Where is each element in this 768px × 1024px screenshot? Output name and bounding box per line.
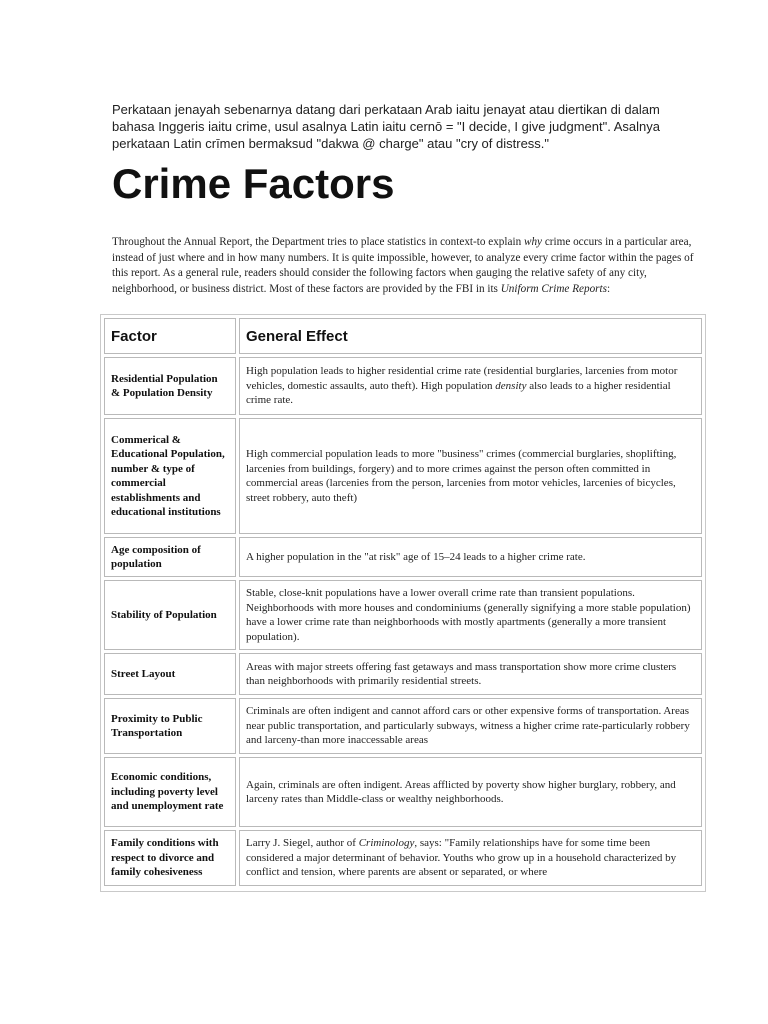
effect-cell — [239, 580, 702, 650]
header-factor: Factor — [104, 318, 236, 354]
factor-cell: Age composition of population — [104, 537, 236, 577]
effect-text: Larry J. Siegel, author of — [246, 837, 359, 850]
table-row — [104, 653, 702, 695]
intro-paragraph: Perkataan jenayah sebenarnya datang dari perkataan Arab iaitu jenayat atau diertikan di dalam bahasa Inggeris iaitu crime, usul asalnya Latin iaitu cernō = "I decide, I give judgment". Asalnya perkataan Latin crīmen bermaksud "dakwa @ charge" atau "cry of distress." — [112, 102, 660, 151]
table-row — [104, 580, 702, 650]
lead-emphasis-ucr: Uniform Crime Reports — [500, 282, 607, 295]
crime-factors-table — [101, 315, 705, 889]
header-general-effect: General Effect — [239, 318, 702, 354]
effect-text: also leads to a higher residential crime rate. — [246, 379, 671, 407]
lead-text-2: crime occurs in a particular area, instead of just where and in how many numbers. It is quite impossible, however, to analyze every crime factor within the pages of this report. As a general rule, readers should consider the following factors when gauging the relative safety of any city, neighborhood, or business district. Most of these factors are provided by the FBI in its — [112, 236, 694, 295]
effect-text: Areas with major streets offering fast getaways and mass transportation show more crime clusters than neighborhoods with primarily residential streets. — [246, 660, 677, 687]
effect-text: High commercial population leads to more "business" crimes (commercial burglaries, shoplifting, larcenies from buildings, forgery) and to more crimes against the person often committed in commercial areas (larcenies from the person, larcenies from motor vehicles, larcenies of bicycles, street robbery, auto theft) — [246, 448, 677, 504]
lead-emphasis-why: why — [523, 236, 543, 249]
effect-emphasis: density — [495, 379, 527, 392]
factor-cell: Family conditions with respect to divorce and family cohesiveness — [104, 830, 236, 886]
effect-cell — [239, 830, 702, 886]
factor-cell: Proximity to Public Transportation — [104, 698, 236, 754]
table-row — [104, 698, 702, 754]
table-row — [104, 537, 702, 577]
effect-cell — [239, 653, 702, 695]
table-row — [104, 357, 702, 415]
effect-text: A higher population in the "at risk" age of 15–24 leads to a higher crime rate. — [246, 550, 586, 563]
effect-text: Criminals are often indigent and cannot afford cars or other expensive forms of transportation. Areas near public transportation, and particularly subways, witness a higher crime rate-particularly robbery and larceny-than more inaccessable areas — [246, 705, 690, 747]
effect-text: Stable, close-knit populations have a lower overall crime rate than transient populations. Neighborhoods with more houses and condominiums (generally signifying a more stable population) have a lower crime rate than neighborhoods with mostly apartments (generally a more transient population). — [246, 587, 691, 643]
page-title: Crime Factors — [112, 160, 395, 207]
effect-cell — [239, 698, 702, 754]
lead-text-3: : — [607, 282, 611, 295]
lead-paragraph — [112, 235, 702, 297]
factor-cell: Residential Population & Population Density — [104, 357, 236, 415]
effect-cell — [239, 537, 702, 577]
effect-text: , says: "Family relationships have for some time been considered a major determinant of behavior. Youths who grow up in a household characterized by conflict and tension, where parents are absent or separated, or where — [246, 837, 677, 879]
table-header-row — [104, 318, 702, 354]
effect-cell — [239, 757, 702, 827]
effect-cell — [239, 418, 702, 534]
effect-text: High population leads to higher residential crime rate (residential burglaries, larcenies from motor vehicles, domestic assaults, auto theft). High population — [246, 365, 678, 392]
effect-emphasis: Criminology — [358, 837, 415, 850]
factor-cell: Stability of Population — [104, 580, 236, 650]
table-row — [104, 757, 702, 827]
crime-factors-table-wrapper — [100, 314, 706, 892]
factor-cell: Commerical & Educational Population, number & type of commercial establishments and educational institutions — [104, 418, 236, 534]
effect-text: Again, criminals are often indigent. Areas afflicted by poverty show higher burglary, robbery, and larceny rates than Middle-class or wealthy neighborhoods. — [246, 778, 676, 805]
factor-cell: Economic conditions, including poverty level and unemployment rate — [104, 757, 236, 827]
table-row — [104, 830, 702, 886]
lead-text-1: Throughout the Annual Report, the Department tries to place statistics in context-to explain — [112, 236, 524, 249]
factor-cell: Street Layout — [104, 653, 236, 695]
effect-cell — [239, 357, 702, 415]
table-row — [104, 418, 702, 534]
